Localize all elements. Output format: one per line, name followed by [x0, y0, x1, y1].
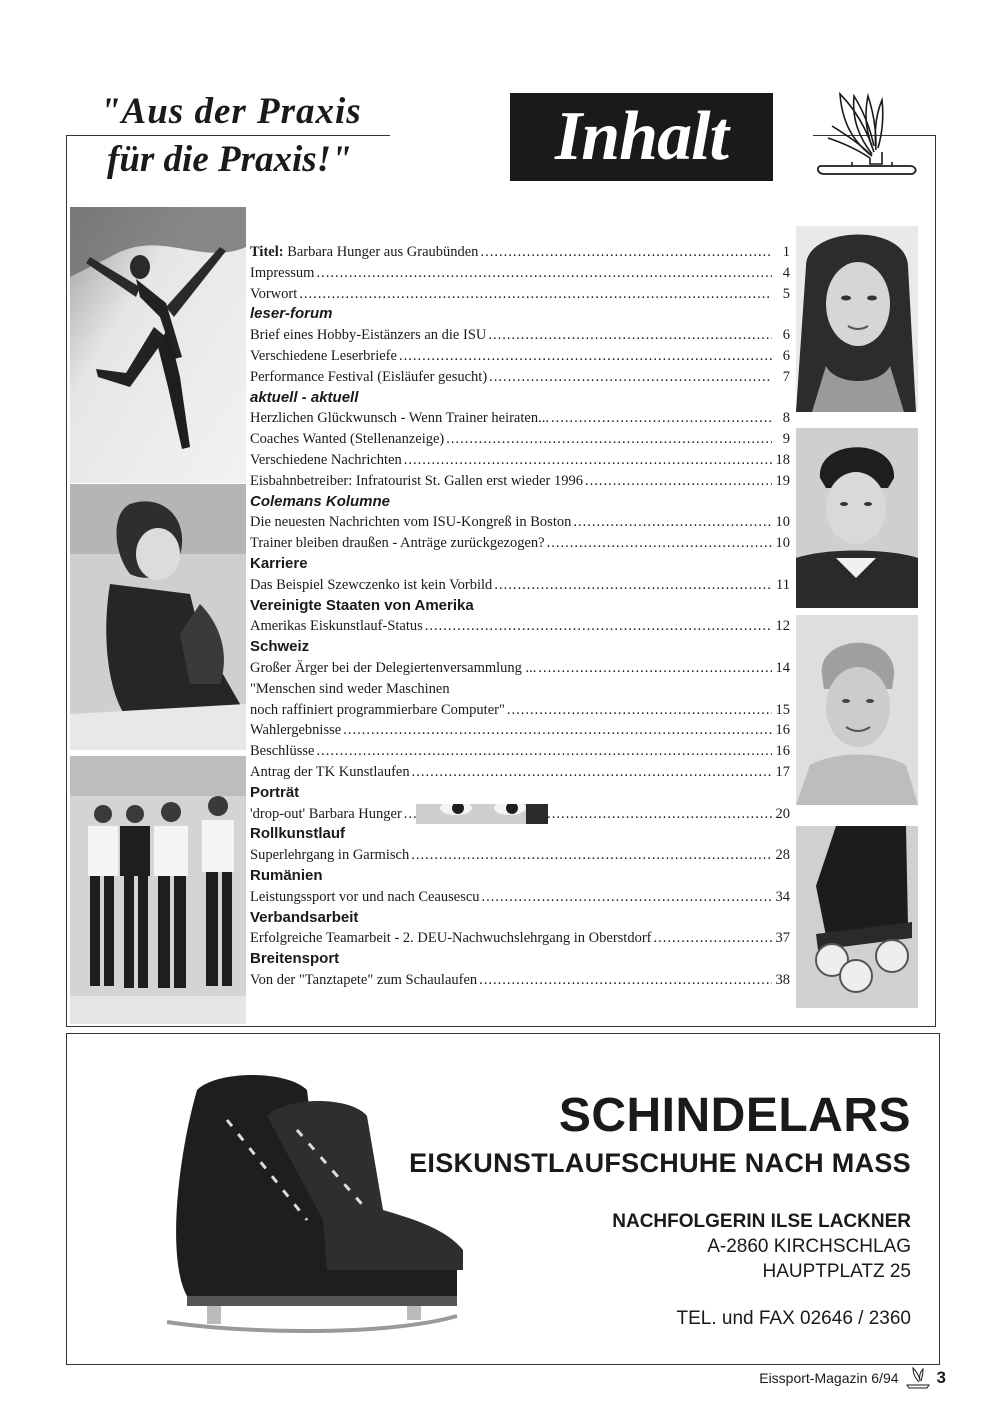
toc-page-number: 6: [782, 327, 790, 344]
toc-entry-label-text: Barbara Hunger aus Graubünden: [283, 244, 479, 260]
toc-entry-label: [250, 512, 571, 533]
toc-section-heading: Karriere: [250, 554, 308, 572]
toc-page-number: 17: [775, 763, 790, 780]
toc-entry-label: "Menschen sind weder Maschinen: [250, 680, 450, 697]
toc-leader-dots: [479, 970, 772, 991]
toc-entry-label: [250, 367, 487, 388]
ad-owner: NACHFOLGERIN ILSE LACKNER: [612, 1211, 911, 1232]
toc-entry-label-text: Eisbahnbetreiber: Infratourist St. Gallen erst wieder 1996: [250, 472, 583, 489]
toc-entry-label: [250, 408, 549, 429]
page-number: 3: [936, 1368, 946, 1387]
toc-leader-dots: [482, 887, 772, 908]
toc-entry: [250, 367, 790, 388]
magazine-issue: Eissport-Magazin 6/94: [759, 1370, 899, 1386]
toc-entry: [250, 575, 790, 596]
toc-entry-label: [250, 616, 423, 637]
toc-leader-dots: [480, 242, 772, 263]
toc-leader-dots: [507, 700, 772, 721]
toc-leader-dots: [316, 741, 772, 762]
toc-entry: [250, 325, 790, 346]
toc-leader-dots: [404, 804, 772, 825]
toc-page-number: 16: [775, 743, 790, 760]
toc-entry-label-text: Wahlergebnisse: [250, 722, 342, 739]
toc-entry-label: [250, 471, 583, 492]
motto-line-2: für die Praxis!": [107, 139, 352, 180]
toc-leader-dots: [538, 658, 772, 679]
photo-roller-skate: [796, 826, 918, 1008]
photo-dancer-leaping: [70, 207, 246, 483]
toc-entry: [250, 408, 790, 429]
ice-skate-boots-image: [127, 1060, 467, 1346]
toc-leader-dots: [489, 367, 772, 388]
toc-entry-label: [250, 533, 545, 554]
toc-entry-label-text: Großer Ärger bei der Delegiertenversammlung ...: [250, 659, 537, 676]
toc-entry-label-text: Verschiedene Nachrichten: [250, 451, 402, 468]
toc-entry: [250, 720, 790, 741]
toc-entry: [250, 512, 790, 533]
toc-entry: [250, 471, 790, 492]
toc-entry-label: [250, 887, 480, 908]
toc-entry-label-text: Antrag der TK Kunstlaufen: [250, 763, 410, 780]
toc-leader-dots: [425, 616, 772, 637]
toc-section-heading: Porträt: [250, 783, 300, 801]
toc-page-number: 34: [775, 888, 790, 905]
toc-page-number: 11: [776, 576, 790, 593]
toc-entry: [250, 804, 790, 825]
toc-entry-label-text: Trainer bleiben draußen - Anträge zurückgezogen?: [250, 535, 545, 552]
photo-portrait-young-man: [796, 428, 918, 608]
toc-entry-label: [250, 804, 402, 825]
toc-entry: [250, 658, 790, 679]
toc-page-number: 37: [775, 930, 790, 947]
toc-entry-label-text: Verschiedene Leserbriefe: [250, 347, 397, 364]
toc-entry-label-text: Amerikas Eiskunstlauf-Status: [250, 618, 423, 635]
toc-page-number: 28: [775, 847, 790, 864]
toc-page-number: 20: [775, 805, 790, 822]
toc-section-heading: Breitensport: [250, 950, 340, 968]
toc-page-number: 38: [775, 971, 790, 988]
toc-entry-label-text: Die neuesten Nachrichten vom ISU-Kongreß in Boston: [250, 514, 572, 531]
toc-leader-dots: [411, 845, 772, 866]
toc-section-heading: Schweiz: [250, 638, 310, 656]
toc-entry-label: [250, 284, 297, 305]
toc-entry-label: [250, 346, 397, 367]
ad-brand: SCHINDELARS: [558, 1089, 911, 1142]
toc-entry-label-text: Erfolgreiche Teamarbeit - 2. DEU-Nachwuchslehrgang in Oberstdorf: [250, 930, 652, 947]
toc-entry: [250, 970, 790, 991]
toc-entry: [250, 284, 790, 305]
winged-skate-small-icon: [905, 1366, 931, 1390]
table-of-contents: [250, 242, 790, 991]
toc-entry-label: [250, 928, 651, 949]
toc-entry: [250, 887, 790, 908]
toc-entry-label: [250, 970, 477, 991]
toc-section-heading: Rumänien: [250, 866, 323, 884]
toc-page-number: 19: [775, 472, 790, 489]
toc-entry-label: [250, 242, 478, 263]
toc-page-number: 18: [775, 451, 790, 468]
toc-entry: [250, 762, 790, 783]
toc-entry-label: [250, 429, 444, 450]
toc-entry-label: [250, 762, 410, 783]
toc-page-number: 5: [782, 285, 790, 302]
ad-phone: TEL. und FAX 02646 / 2360: [676, 1308, 911, 1329]
toc-entry-label-text: Von der "Tanztapete" zum Schaulaufen: [250, 971, 478, 988]
toc-page-number: 4: [782, 264, 790, 281]
toc-leader-dots: [488, 325, 772, 346]
toc-entry-label-bold: Titel:: [250, 244, 284, 260]
photo-eyes: [416, 804, 548, 825]
toc-entry-label-text: Das Beispiel Szewczenko ist kein Vorbild: [250, 576, 493, 593]
toc-entry-label-text: Coaches Wanted (Stellenanzeige): [250, 431, 445, 448]
toc-section-heading: aktuell - aktuell: [250, 388, 359, 406]
toc-leader-dots: [585, 471, 772, 492]
toc-entry: [250, 242, 790, 263]
toc-entry-label-text: 'drop-out' Barbara Hunger: [250, 805, 402, 822]
toc-entry: [250, 616, 790, 637]
toc-entry: [250, 845, 790, 866]
toc-leader-dots: [494, 575, 772, 596]
toc-section-heading: Vereinigte Staaten von Amerika: [250, 596, 474, 614]
toc-entry: [250, 450, 790, 471]
toc-entry-label: [250, 720, 341, 741]
photo-portrait-elderly-woman: [796, 615, 918, 805]
advertisement: [66, 1033, 940, 1365]
toc-leader-dots: [343, 720, 772, 741]
toc-entry: [250, 928, 790, 949]
toc-section-heading: Verbandsarbeit: [250, 908, 359, 926]
toc-entry: [250, 263, 790, 284]
toc-entry-label-text: noch raffiniert programmierbare Computer": [250, 701, 505, 718]
toc-entry-label: [250, 658, 536, 679]
toc-page-number: 16: [775, 722, 790, 739]
toc-leader-dots: [316, 263, 772, 284]
toc-page-number: 15: [775, 701, 790, 718]
toc-page-number: 14: [775, 659, 790, 676]
toc-page-number: 10: [775, 535, 790, 552]
toc-page-number: 1: [782, 244, 790, 260]
toc-entry-label: [250, 263, 314, 284]
toc-entry-label-text: Impressum: [250, 264, 315, 281]
toc-entry-label: [250, 325, 486, 346]
page-footer: [759, 1366, 946, 1390]
toc-entry-label: [250, 700, 505, 721]
photo-portrait-woman: [796, 226, 918, 412]
toc-section-heading: leser-forum: [250, 305, 333, 323]
toc-leader-dots: [547, 533, 772, 554]
photo-skater-group: [70, 756, 246, 1024]
toc-section-heading: Rollkunstlauf: [250, 825, 346, 843]
ad-address-line-1: A-2860 KIRCHSCHLAG: [707, 1236, 911, 1257]
photo-skater-sitting: [70, 484, 246, 750]
toc-leader-dots: [412, 762, 772, 783]
toc-entry-label-text: Brief eines Hobby-Eistänzers an die ISU: [250, 327, 487, 344]
toc-entry: [250, 533, 790, 554]
toc-entry-label-text: Performance Festival (Eisläufer gesucht): [250, 368, 488, 385]
toc-entry-label: [250, 845, 409, 866]
toc-entry: [250, 346, 790, 367]
toc-entry-label-text: Herzlichen Glückwunsch - Wenn Trainer heiraten...: [250, 410, 549, 427]
toc-entry-label-text: Vorwort: [250, 285, 298, 302]
toc-entry-label: [250, 450, 402, 471]
toc-leader-dots: [551, 408, 772, 429]
toc-section-heading: Colemans Kolumne: [250, 492, 391, 510]
toc-entry: [250, 429, 790, 450]
winged-skate-logo-icon: [812, 86, 922, 182]
motto-line-1: "Aus der Praxis: [100, 91, 362, 132]
page-title: Inhalt: [510, 93, 773, 181]
toc-entry-text: [250, 679, 790, 700]
ad-subtitle: EISKUNSTLAUFSCHUHE NACH MASS: [409, 1148, 911, 1178]
toc-page-number: 6: [782, 347, 790, 364]
toc-page-number: 7: [782, 368, 790, 385]
toc-leader-dots: [573, 512, 772, 533]
toc-page-number: 8: [782, 410, 790, 427]
ad-address-line-2: HAUPTPLATZ 25: [762, 1261, 911, 1282]
toc-leader-dots: [404, 450, 772, 471]
toc-leader-dots: [299, 284, 772, 305]
toc-entry-label-text: Superlehrgang in Garmisch: [250, 847, 410, 864]
toc-entry: [250, 700, 790, 721]
toc-entry-label: [250, 575, 492, 596]
toc-leader-dots: [399, 346, 772, 367]
toc-entry-label: [250, 741, 314, 762]
toc-entry: [250, 741, 790, 762]
toc-page-number: 10: [775, 514, 790, 531]
toc-entry-label-text: Leistungssport vor und nach Ceausescu: [250, 888, 480, 905]
toc-entry-label-text: Beschlüsse: [250, 743, 315, 760]
toc-page-number: 9: [782, 431, 790, 448]
toc-page-number: 12: [775, 618, 790, 635]
toc-leader-dots: [446, 429, 772, 450]
toc-leader-dots: [653, 928, 772, 949]
ad-address: [612, 1209, 911, 1284]
